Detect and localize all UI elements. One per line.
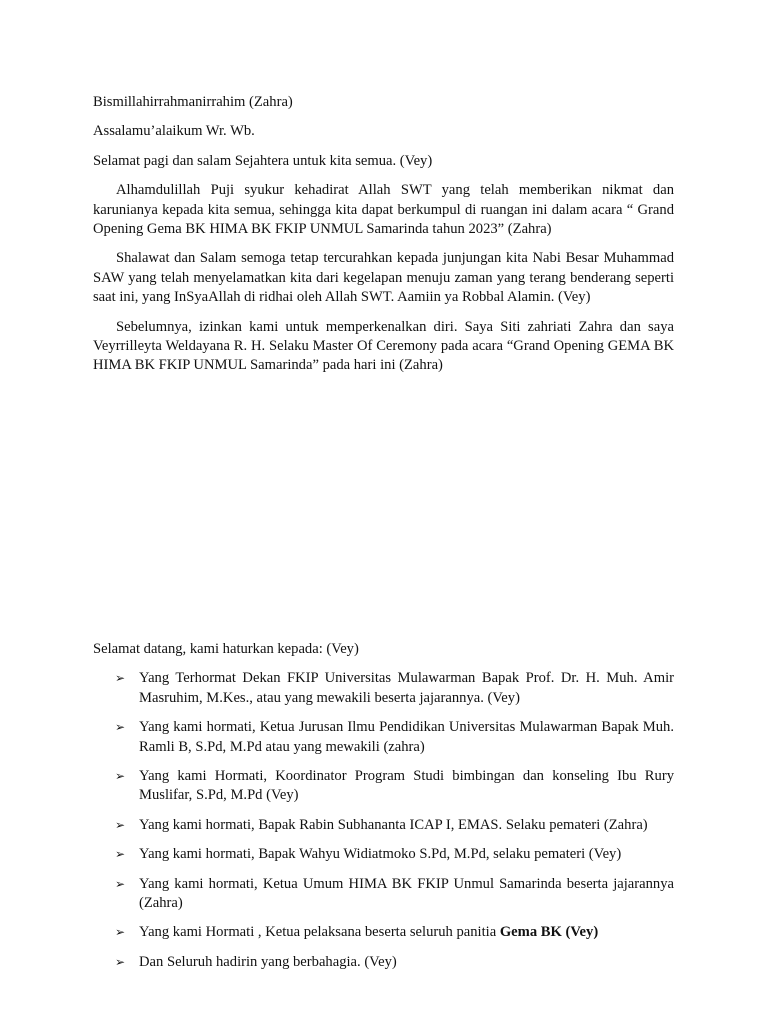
arrow-bullet-icon: ➢ [115, 876, 126, 891]
welcome-heading: Selamat datang, kami haturkan kepada: (Vey) [93, 641, 359, 657]
arrow-bullet-icon: ➢ [115, 671, 126, 686]
list-item [93, 845, 674, 864]
opening-basmalah: Bismillahirrahmanirrahim (Zahra) [93, 94, 293, 110]
list-item-text: Dan Seluruh hadirin yang berbahagia. (Vey) [139, 953, 397, 970]
list-item-text: Yang kami hormati, Bapak Rabin Subhananta ICAP I, EMAS. Selaku pemateri (Zahra) [139, 816, 648, 833]
arrow-bullet-icon: ➢ [115, 954, 126, 969]
document-page-top [93, 93, 674, 386]
list-item-prefix: Yang kami Hormati , Ketua pelaksana beserta seluruh panitia [139, 924, 500, 941]
welcome-section [93, 640, 674, 982]
list-item [93, 875, 674, 914]
arrow-bullet-icon: ➢ [115, 925, 126, 940]
arrow-bullet-icon: ➢ [115, 847, 126, 862]
list-item [93, 718, 674, 757]
list-item [93, 816, 674, 835]
list-item [93, 953, 674, 972]
list-item [93, 923, 674, 942]
list-item-text: Yang kami hormati, Ketua Jurusan Ilmu Pendidikan Universitas Mulawarman Bapak Muh. Ramli B, S.Pd, M.Pd atau yang mewakili (zahra) [139, 719, 674, 755]
list-item-text: Yang kami Hormati, Koordinator Program Studi bimbingan dan konseling Ibu Rury Muslifar, S.Pd, M.Pd (Vey) [139, 768, 674, 804]
paragraph-shalawat: Shalawat dan Salam semoga tetap tercurahkan kepada junjungan kita Nabi Besar Muhammad SAW yang telah menyelamatkan kita dari kegelapan menuju zaman yang terang benderang seperti saat ini, yang InSyaAllah di ridhai oleh Allah SWT. Aamiin ya Robbal Alamin. (Vey) [93, 250, 674, 306]
arrow-bullet-icon: ➢ [115, 817, 126, 832]
list-item-text: Yang Terhormat Dekan FKIP Universitas Mulawarman Bapak Prof. Dr. H. Muh. Amir Masruhim, M.Kes., atau yang mewakili beserta jajarannya. (Vey) [139, 670, 674, 706]
list-item-text: Yang kami hormati, Ketua Umum HIMA BK FKIP Unmul Samarinda beserta jajarannya (Zahra) [139, 875, 674, 912]
paragraph-alhamdulillah: Alhamdulillah Puji syukur kehadirat Allah SWT yang telah memberikan nikmat dan karunianya kepada kita semua, sehingga kita dapat berkumpul di ruangan ini dalam acara “ Grand Opening Gema BK HIMA BK FKIP UNMUL Samarinda tahun 2023” (Zahra) [93, 182, 674, 238]
list-item-text [139, 924, 598, 940]
list-item-bold-text: Gema BK (Vey) [499, 924, 599, 941]
list-item [93, 669, 674, 708]
list-item-text: Yang kami hormati, Bapak Wahyu Widiatmoko S.Pd, M.Pd, selaku pemateri (Vey) [139, 846, 622, 863]
paragraph-introduction: Sebelumnya, izinkan kami untuk memperkenalkan diri. Saya Siti zahriati Zahra dan saya Veyrrilleyta Weldayana R. H. Selaku Master Of Ceremony pada acara “Grand Opening GEMA BK HIMA BK FKIP UNMUL Samarinda” pada hari ini (Zahra) [93, 318, 674, 374]
welcome-list [93, 669, 674, 972]
opening-greeting: Selamat pagi dan salam Sejahtera untuk kita semua. (Vey) [93, 152, 433, 169]
list-item [93, 767, 674, 806]
arrow-bullet-icon: ➢ [115, 769, 126, 784]
arrow-bullet-icon: ➢ [115, 720, 126, 735]
opening-salam: Assalamu’alaikum Wr. Wb. [93, 123, 255, 140]
